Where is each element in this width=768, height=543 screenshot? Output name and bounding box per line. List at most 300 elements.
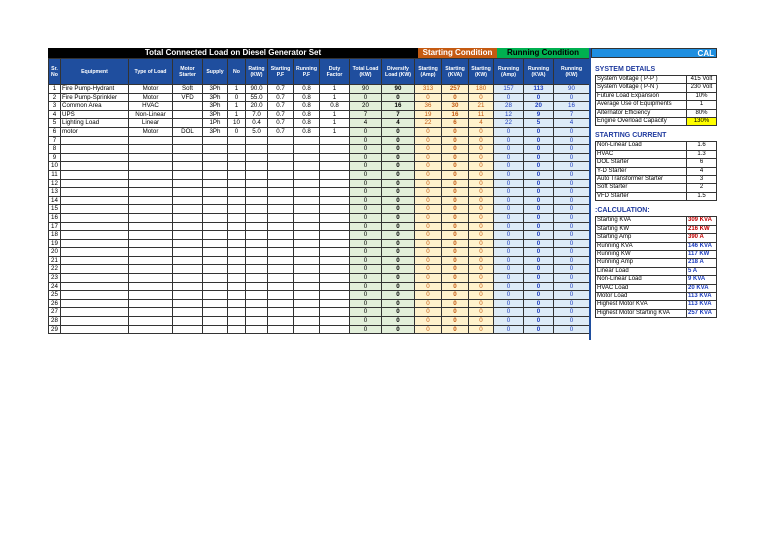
table-cell[interactable] (268, 274, 294, 283)
table-cell[interactable]: 0 (469, 196, 494, 205)
table-cell[interactable]: 0 (350, 213, 382, 222)
table-cell[interactable]: 16 (49, 213, 61, 222)
table-cell[interactable] (61, 274, 129, 283)
table-cell[interactable] (320, 153, 350, 162)
table-cell[interactable] (203, 231, 228, 240)
table-cell[interactable]: Non-Linear (129, 110, 173, 119)
table-cell[interactable]: 0 (524, 153, 554, 162)
table-cell[interactable]: 0 (524, 222, 554, 231)
table-cell[interactable]: 0 (554, 274, 590, 283)
table-cell[interactable]: 1 (320, 85, 350, 94)
table-cell[interactable]: 3Ph (203, 102, 228, 111)
table-cell[interactable]: 0 (554, 127, 590, 136)
table-cell[interactable]: 0 (442, 170, 469, 179)
table-cell[interactable] (61, 222, 129, 231)
table-cell[interactable]: 0 (228, 93, 246, 102)
kv-value[interactable]: 1.3 (687, 150, 717, 158)
table-cell[interactable]: 0 (350, 127, 382, 136)
table-cell[interactable] (61, 162, 129, 171)
table-cell[interactable]: 0 (554, 308, 590, 317)
table-cell[interactable] (320, 162, 350, 171)
table-cell[interactable] (228, 282, 246, 291)
table-cell[interactable] (246, 222, 268, 231)
table-cell[interactable] (320, 145, 350, 154)
table-cell[interactable] (203, 136, 228, 145)
table-cell[interactable]: 0 (442, 325, 469, 334)
table-cell[interactable] (294, 179, 320, 188)
table-cell[interactable] (129, 256, 173, 265)
table-cell[interactable]: 0 (415, 196, 442, 205)
table-cell[interactable]: 0.8 (294, 102, 320, 111)
table-cell[interactable] (173, 119, 203, 128)
table-cell[interactable]: 20 (350, 102, 382, 111)
table-cell[interactable] (129, 162, 173, 171)
table-cell[interactable] (61, 170, 129, 179)
table-cell[interactable] (320, 222, 350, 231)
table-cell[interactable] (173, 265, 203, 274)
table-cell[interactable]: 0 (442, 239, 469, 248)
table-cell[interactable] (61, 136, 129, 145)
table-cell[interactable]: 0 (382, 274, 415, 283)
kv-value[interactable]: 117 KW (687, 250, 717, 258)
table-cell[interactable] (294, 274, 320, 283)
table-cell[interactable] (228, 213, 246, 222)
table-cell[interactable]: 0 (382, 239, 415, 248)
table-cell[interactable]: 0 (442, 291, 469, 300)
table-cell[interactable] (228, 222, 246, 231)
kv-value[interactable]: 2 (687, 184, 717, 192)
table-cell[interactable]: 90 (382, 85, 415, 94)
table-cell[interactable] (228, 136, 246, 145)
table-cell[interactable]: 0 (382, 136, 415, 145)
table-cell[interactable] (246, 170, 268, 179)
table-cell[interactable]: 4 (382, 119, 415, 128)
table-cell[interactable]: 0 (554, 317, 590, 326)
table-cell[interactable]: 0 (415, 205, 442, 214)
table-cell[interactable]: 0.7 (268, 127, 294, 136)
table-cell[interactable] (268, 239, 294, 248)
table-cell[interactable] (320, 179, 350, 188)
table-cell[interactable] (320, 299, 350, 308)
table-cell[interactable] (203, 188, 228, 197)
table-cell[interactable]: 0 (469, 179, 494, 188)
table-cell[interactable]: 0 (554, 299, 590, 308)
table-cell[interactable]: 0 (415, 136, 442, 145)
table-cell[interactable]: 0 (554, 265, 590, 274)
table-cell[interactable]: 257 (442, 85, 469, 94)
table-cell[interactable]: 0 (350, 282, 382, 291)
table-cell[interactable] (246, 188, 268, 197)
table-cell[interactable] (268, 222, 294, 231)
table-cell[interactable] (173, 110, 203, 119)
table-cell[interactable]: 10 (49, 162, 61, 171)
table-cell[interactable] (173, 282, 203, 291)
table-cell[interactable]: 3Ph (203, 93, 228, 102)
table-cell[interactable] (246, 282, 268, 291)
table-cell[interactable] (294, 205, 320, 214)
table-cell[interactable] (294, 248, 320, 257)
table-cell[interactable] (173, 231, 203, 240)
table-cell[interactable]: 0 (524, 145, 554, 154)
table-cell[interactable]: 90 (350, 85, 382, 94)
table-cell[interactable] (61, 248, 129, 257)
table-cell[interactable]: 5 (524, 119, 554, 128)
table-cell[interactable]: 0 (228, 127, 246, 136)
table-cell[interactable] (203, 145, 228, 154)
table-cell[interactable] (203, 153, 228, 162)
table-cell[interactable]: 0 (350, 162, 382, 171)
table-cell[interactable] (294, 153, 320, 162)
table-cell[interactable] (129, 136, 173, 145)
table-cell[interactable] (173, 325, 203, 334)
table-cell[interactable]: 0 (469, 145, 494, 154)
kv-value[interactable]: 216 KW (687, 225, 717, 233)
table-cell[interactable]: 0 (415, 317, 442, 326)
table-cell[interactable]: 20 (49, 248, 61, 257)
kv-value[interactable]: 309 KVA (687, 217, 717, 225)
table-cell[interactable]: 4 (49, 110, 61, 119)
table-cell[interactable]: 21 (469, 102, 494, 111)
table-cell[interactable]: 0 (494, 222, 524, 231)
table-cell[interactable] (228, 317, 246, 326)
table-cell[interactable] (203, 282, 228, 291)
table-cell[interactable]: 0 (415, 256, 442, 265)
table-cell[interactable]: 0 (382, 231, 415, 240)
table-cell[interactable]: 0 (524, 188, 554, 197)
table-cell[interactable]: 0 (350, 231, 382, 240)
table-cell[interactable]: 0 (494, 153, 524, 162)
table-cell[interactable]: 0 (382, 248, 415, 257)
table-cell[interactable] (173, 274, 203, 283)
table-cell[interactable] (203, 256, 228, 265)
table-cell[interactable]: 7 (382, 110, 415, 119)
table-cell[interactable]: 0 (554, 231, 590, 240)
table-cell[interactable]: 0 (442, 274, 469, 283)
table-cell[interactable] (294, 299, 320, 308)
table-cell[interactable] (61, 325, 129, 334)
table-cell[interactable] (294, 196, 320, 205)
table-cell[interactable] (320, 231, 350, 240)
kv-value[interactable]: 130% (687, 118, 717, 126)
table-cell[interactable]: 0 (382, 213, 415, 222)
table-cell[interactable] (320, 256, 350, 265)
table-cell[interactable]: 0 (494, 282, 524, 291)
table-cell[interactable]: 0.8 (294, 127, 320, 136)
table-cell[interactable]: 0 (442, 256, 469, 265)
table-cell[interactable]: 0 (524, 291, 554, 300)
table-cell[interactable]: 1 (320, 119, 350, 128)
table-cell[interactable] (61, 239, 129, 248)
table-cell[interactable] (246, 205, 268, 214)
table-cell[interactable]: 0 (524, 231, 554, 240)
table-cell[interactable]: 0 (554, 196, 590, 205)
table-cell[interactable] (129, 239, 173, 248)
table-cell[interactable]: 20.0 (246, 102, 268, 111)
table-cell[interactable]: 0 (350, 265, 382, 274)
table-cell[interactable]: 113 (524, 85, 554, 94)
table-cell[interactable]: 0 (442, 282, 469, 291)
table-cell[interactable] (294, 282, 320, 291)
table-cell[interactable] (129, 231, 173, 240)
table-cell[interactable]: 0 (469, 317, 494, 326)
table-cell[interactable]: 15 (49, 205, 61, 214)
table-cell[interactable]: 0 (382, 291, 415, 300)
table-cell[interactable] (246, 265, 268, 274)
table-cell[interactable]: 0 (469, 93, 494, 102)
table-cell[interactable] (268, 308, 294, 317)
table-cell[interactable] (173, 222, 203, 231)
table-cell[interactable] (203, 205, 228, 214)
table-cell[interactable]: 90.0 (246, 85, 268, 94)
table-cell[interactable]: 16 (442, 110, 469, 119)
table-cell[interactable] (129, 145, 173, 154)
table-cell[interactable]: 0 (350, 188, 382, 197)
table-cell[interactable]: 0 (469, 213, 494, 222)
table-cell[interactable] (246, 256, 268, 265)
table-cell[interactable]: 180 (469, 85, 494, 94)
table-cell[interactable]: 0 (494, 136, 524, 145)
table-cell[interactable] (129, 213, 173, 222)
table-cell[interactable]: 0 (469, 308, 494, 317)
table-cell[interactable]: 0 (415, 213, 442, 222)
table-cell[interactable] (228, 308, 246, 317)
table-cell[interactable] (228, 299, 246, 308)
table-cell[interactable]: 0 (442, 93, 469, 102)
table-cell[interactable]: 0 (382, 145, 415, 154)
table-cell[interactable] (228, 188, 246, 197)
table-cell[interactable] (173, 239, 203, 248)
table-cell[interactable]: 0 (469, 299, 494, 308)
table-cell[interactable]: 0 (494, 308, 524, 317)
table-cell[interactable]: 0 (554, 162, 590, 171)
table-cell[interactable] (61, 299, 129, 308)
table-cell[interactable] (61, 213, 129, 222)
table-cell[interactable]: 0 (524, 205, 554, 214)
table-cell[interactable]: 0 (554, 145, 590, 154)
table-cell[interactable]: 0 (469, 265, 494, 274)
table-cell[interactable]: 23 (49, 274, 61, 283)
table-cell[interactable] (294, 231, 320, 240)
table-cell[interactable]: 0 (469, 222, 494, 231)
table-cell[interactable] (294, 256, 320, 265)
table-cell[interactable] (129, 265, 173, 274)
table-cell[interactable] (268, 291, 294, 300)
table-cell[interactable]: 3Ph (203, 127, 228, 136)
table-cell[interactable]: 0 (524, 162, 554, 171)
table-cell[interactable] (228, 145, 246, 154)
table-cell[interactable] (203, 179, 228, 188)
table-cell[interactable]: 0 (442, 196, 469, 205)
table-cell[interactable]: 0 (554, 179, 590, 188)
table-cell[interactable]: 0 (494, 93, 524, 102)
table-cell[interactable] (246, 299, 268, 308)
table-cell[interactable]: 0 (524, 265, 554, 274)
table-cell[interactable]: 0 (524, 170, 554, 179)
table-cell[interactable]: 0 (415, 248, 442, 257)
table-cell[interactable] (294, 265, 320, 274)
table-cell[interactable]: 12 (494, 110, 524, 119)
table-cell[interactable] (129, 317, 173, 326)
table-cell[interactable]: 28 (494, 102, 524, 111)
table-cell[interactable] (246, 179, 268, 188)
table-cell[interactable]: Lighting Load (61, 119, 129, 128)
table-cell[interactable]: 0 (382, 196, 415, 205)
table-cell[interactable]: 13 (49, 188, 61, 197)
table-cell[interactable]: 0 (469, 205, 494, 214)
kv-value[interactable]: 6 (687, 159, 717, 167)
table-cell[interactable]: 0 (554, 153, 590, 162)
table-cell[interactable]: Common Area (61, 102, 129, 111)
table-cell[interactable]: 28 (49, 317, 61, 326)
table-cell[interactable] (294, 213, 320, 222)
table-cell[interactable] (246, 325, 268, 334)
table-cell[interactable]: 0 (524, 282, 554, 291)
table-cell[interactable]: 6 (49, 127, 61, 136)
table-cell[interactable]: 0 (442, 179, 469, 188)
table-cell[interactable] (320, 239, 350, 248)
kv-value[interactable]: 1.6 (687, 142, 717, 150)
table-cell[interactable]: 0 (554, 136, 590, 145)
table-cell[interactable]: 11 (49, 170, 61, 179)
table-cell[interactable] (268, 205, 294, 214)
table-cell[interactable]: 36 (415, 102, 442, 111)
table-cell[interactable]: 19 (49, 239, 61, 248)
table-cell[interactable]: Motor (129, 85, 173, 94)
table-cell[interactable]: 0 (442, 145, 469, 154)
table-cell[interactable]: 0 (494, 213, 524, 222)
table-cell[interactable] (129, 274, 173, 283)
table-cell[interactable] (228, 231, 246, 240)
table-cell[interactable] (268, 188, 294, 197)
kv-value[interactable]: 9 KVA (687, 276, 717, 284)
table-cell[interactable] (129, 299, 173, 308)
table-cell[interactable]: 0 (350, 325, 382, 334)
table-cell[interactable]: 0 (382, 265, 415, 274)
table-cell[interactable]: 1 (228, 110, 246, 119)
table-cell[interactable] (173, 196, 203, 205)
table-cell[interactable]: 313 (415, 85, 442, 94)
table-cell[interactable]: 0 (554, 239, 590, 248)
kv-value[interactable]: 1 (687, 101, 717, 109)
table-cell[interactable] (61, 188, 129, 197)
table-cell[interactable]: 22 (415, 119, 442, 128)
table-cell[interactable]: 1 (320, 93, 350, 102)
table-cell[interactable] (320, 188, 350, 197)
table-cell[interactable]: 1 (228, 85, 246, 94)
table-cell[interactable]: 0 (415, 222, 442, 231)
table-cell[interactable]: 0 (524, 239, 554, 248)
table-cell[interactable]: 29 (49, 325, 61, 334)
table-cell[interactable]: 0 (524, 274, 554, 283)
table-cell[interactable]: 0 (554, 256, 590, 265)
table-cell[interactable]: UPS (61, 110, 129, 119)
table-cell[interactable]: 19 (415, 110, 442, 119)
table-cell[interactable]: 16 (382, 102, 415, 111)
table-cell[interactable] (203, 317, 228, 326)
table-cell[interactable] (228, 179, 246, 188)
table-cell[interactable] (203, 222, 228, 231)
table-cell[interactable] (268, 325, 294, 334)
table-cell[interactable] (129, 248, 173, 257)
table-cell[interactable]: 1 (320, 110, 350, 119)
table-cell[interactable]: 0 (382, 325, 415, 334)
table-cell[interactable]: 0 (350, 291, 382, 300)
table-cell[interactable] (173, 248, 203, 257)
table-cell[interactable] (129, 153, 173, 162)
table-cell[interactable] (61, 179, 129, 188)
table-cell[interactable] (129, 291, 173, 300)
table-cell[interactable] (294, 222, 320, 231)
table-cell[interactable]: 0 (494, 317, 524, 326)
table-cell[interactable]: 0 (350, 222, 382, 231)
table-cell[interactable]: 0 (442, 188, 469, 197)
table-cell[interactable] (173, 308, 203, 317)
table-cell[interactable]: 0 (494, 162, 524, 171)
table-cell[interactable]: 0 (350, 136, 382, 145)
table-cell[interactable]: 0.7 (268, 102, 294, 111)
table-cell[interactable]: 3 (49, 102, 61, 111)
table-cell[interactable]: Soft (173, 85, 203, 94)
table-cell[interactable]: 0 (469, 153, 494, 162)
table-cell[interactable]: 0 (554, 222, 590, 231)
table-cell[interactable]: 17 (49, 222, 61, 231)
table-cell[interactable] (246, 136, 268, 145)
table-cell[interactable]: Motor (129, 127, 173, 136)
table-cell[interactable]: 22 (494, 119, 524, 128)
table-cell[interactable]: 0 (382, 127, 415, 136)
table-cell[interactable]: 0 (442, 153, 469, 162)
table-cell[interactable]: 0 (494, 265, 524, 274)
table-cell[interactable] (129, 325, 173, 334)
table-cell[interactable]: 0 (524, 256, 554, 265)
table-cell[interactable]: 0 (469, 162, 494, 171)
table-cell[interactable] (228, 196, 246, 205)
table-cell[interactable] (268, 248, 294, 257)
table-cell[interactable] (228, 256, 246, 265)
table-cell[interactable]: 0 (524, 299, 554, 308)
kv-value[interactable]: 113 KVA (687, 301, 717, 309)
table-cell[interactable]: 0 (415, 231, 442, 240)
table-cell[interactable] (173, 162, 203, 171)
table-cell[interactable] (246, 213, 268, 222)
table-cell[interactable]: 22 (49, 265, 61, 274)
table-cell[interactable]: 14 (49, 196, 61, 205)
table-cell[interactable]: 0 (494, 179, 524, 188)
table-cell[interactable] (203, 274, 228, 283)
table-cell[interactable]: 0 (524, 325, 554, 334)
table-cell[interactable]: 0 (350, 317, 382, 326)
table-cell[interactable]: DOL (173, 127, 203, 136)
table-cell[interactable] (203, 299, 228, 308)
table-cell[interactable]: 0 (494, 274, 524, 283)
table-cell[interactable]: 0 (494, 231, 524, 240)
table-cell[interactable]: 0 (350, 145, 382, 154)
table-cell[interactable]: 0 (442, 248, 469, 257)
table-cell[interactable]: 0.7 (268, 110, 294, 119)
table-cell[interactable]: 0.7 (268, 85, 294, 94)
table-cell[interactable] (246, 248, 268, 257)
table-cell[interactable] (320, 325, 350, 334)
table-cell[interactable] (268, 299, 294, 308)
table-cell[interactable]: 0 (382, 205, 415, 214)
table-cell[interactable]: Fire Pump-Hydrant (61, 85, 129, 94)
table-cell[interactable] (320, 282, 350, 291)
table-cell[interactable]: 0 (382, 162, 415, 171)
table-cell[interactable] (294, 308, 320, 317)
table-cell[interactable] (61, 145, 129, 154)
table-cell[interactable] (246, 162, 268, 171)
table-cell[interactable] (61, 265, 129, 274)
